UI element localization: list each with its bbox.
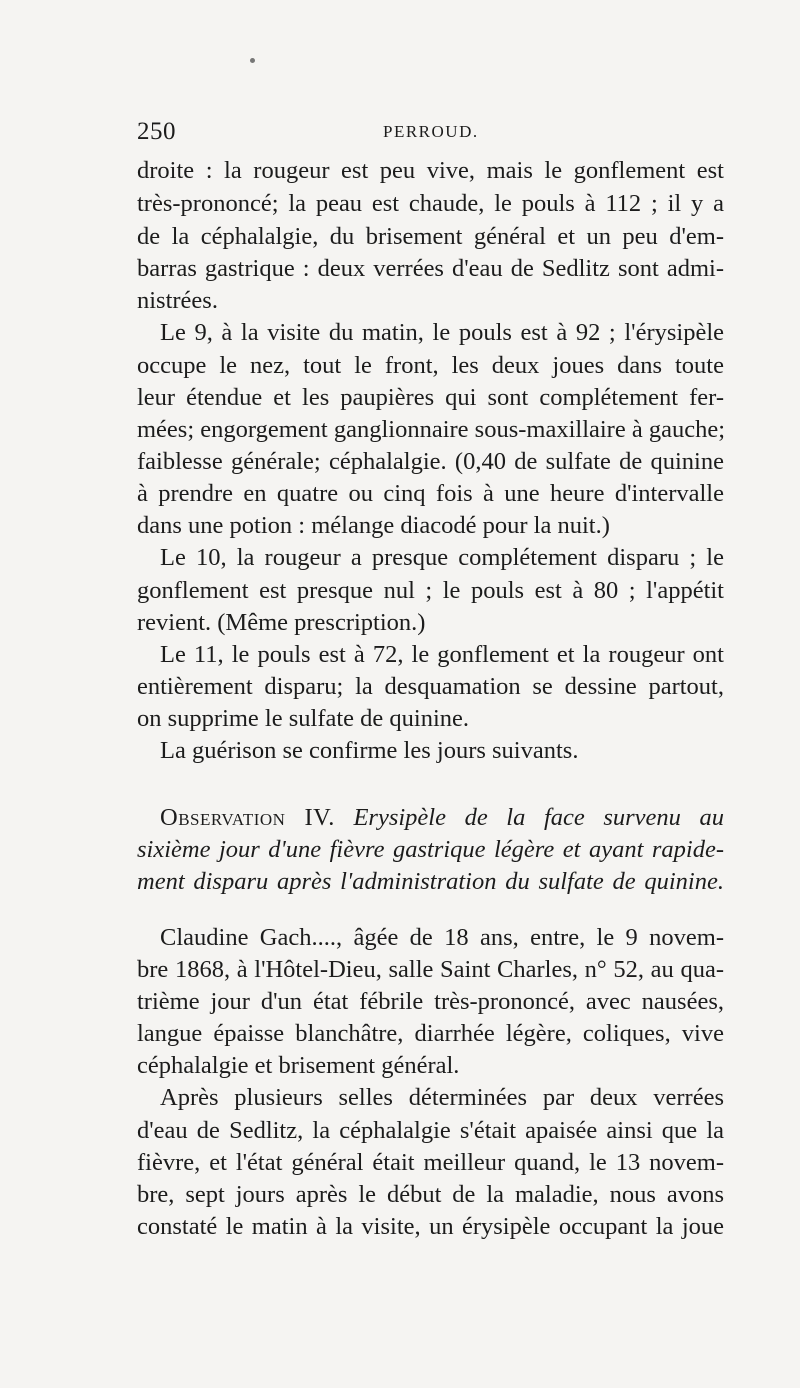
text-line: très-prononcé; la peau est chaude, le pouls à 112 ; il y a	[137, 190, 724, 217]
text-line: Claudine Gach...., âgée de 18 ans, entre, le 9 novem-	[160, 924, 724, 951]
text-line: revient. (Même prescription.)	[137, 609, 426, 636]
text-line: occupe le nez, tout le front, les deux joues dans toute	[137, 352, 724, 379]
text-line: nistrées.	[137, 287, 218, 314]
text-line: constaté le matin à la visite, un érysipèle occupant la joue	[137, 1213, 724, 1240]
text-line: mées; engorgement ganglionnaire sous-maxillaire à gauche;	[137, 416, 726, 443]
text-line: Le 10, la rougeur a presque complétement disparu ; le	[160, 544, 724, 571]
text-line: La guérison se confirme les jours suivants.	[160, 737, 579, 764]
text-line: à prendre en quatre ou cinq fois à une heure d'intervalle	[137, 480, 724, 507]
observation-title-line: sixième jour d'une fièvre gastrique légère et ayant rapide-	[137, 836, 724, 863]
text-line: bre, sept jours après le début de la maladie, nous avons	[137, 1181, 724, 1208]
text-line: d'eau de Sedlitz, la céphalalgie s'était apaisée ainsi que la	[137, 1117, 724, 1144]
observation-title-line: ment disparu après l'administration du sulfate de quinine.	[137, 868, 724, 895]
text-line: on supprime le sulfate de quinine.	[137, 705, 470, 732]
text-line: Le 11, le pouls est à 72, le gonflement et la rougeur ont	[160, 641, 724, 668]
text-line: de la céphalalgie, du brisement général et un peu d'em-	[137, 223, 724, 250]
text-line: gonflement est presque nul ; le pouls est à 80 ; l'appétit	[137, 577, 724, 604]
text-line: droite : la rougeur est peu vive, mais le gonflement est	[137, 157, 724, 184]
text-line: fièvre, et l'état général était meilleur quand, le 13 novem-	[137, 1149, 724, 1176]
page-header	[137, 118, 737, 148]
text-line: entièrement disparu; la desquamation se dessine partout,	[137, 673, 724, 700]
text-line: bre 1868, à l'Hôtel-Dieu, salle Saint Charles, n° 52, au qua-	[137, 956, 724, 983]
observation-heading	[160, 803, 724, 833]
text-line: trième jour d'un état fébrile très-prononcé, avec nausées,	[137, 988, 724, 1015]
ink-speck	[250, 58, 255, 63]
text-line: faiblesse générale; céphalalgie. (0,40 de sulfate de quinine	[137, 448, 724, 475]
text-line: langue épaisse blanchâtre, diarrhée légère, coliques, vive	[137, 1020, 724, 1047]
text-line: barras gastrique : deux verrées d'eau de Sedlitz sont admi-	[137, 255, 724, 282]
text-line: dans une potion : mélange diacodé pour la nuit.)	[137, 512, 610, 539]
text-line: Après plusieurs selles déterminées par deux verrées	[160, 1084, 724, 1111]
page-number: 250	[137, 118, 176, 145]
running-head: PERROUD.	[383, 122, 479, 141]
observation-label: Observation IV.	[160, 804, 335, 831]
text-line: leur étendue et les paupières qui sont complétement fer-	[137, 384, 724, 411]
text-line: céphalalgie et brisement général.	[137, 1052, 460, 1079]
observation-title: Erysipèle de la face survenu au	[353, 804, 725, 831]
text-line: Le 9, à la visite du matin, le pouls est à 92 ; l'érysipèle	[160, 319, 724, 346]
